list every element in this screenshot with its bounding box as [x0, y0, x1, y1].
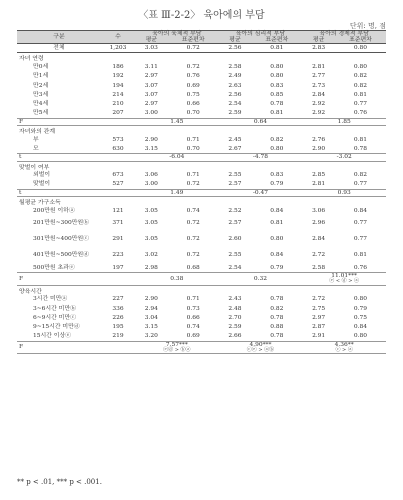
table-row: [17, 231, 386, 247]
cell: 0.84: [353, 324, 368, 331]
section-header-row: [17, 285, 386, 295]
cell: 2.63: [228, 82, 242, 89]
test-row: [17, 273, 386, 285]
cell: 2.91: [312, 333, 326, 340]
cell: 3.20: [144, 333, 158, 340]
cell: 2.73: [312, 82, 326, 89]
row-label: 만5세: [33, 110, 49, 117]
row-label: 401만원~500만원ⓓ: [33, 252, 90, 259]
test-statistic: 0.38: [170, 275, 184, 282]
cell: 0.82: [353, 82, 368, 89]
posthoc-text: ⓔ < ⓓ > ⓐ: [329, 278, 360, 285]
header-mean: 평균: [219, 37, 252, 44]
section-title: 자녀 연령: [19, 56, 44, 63]
header-physical: 육아의 육체적 부담: [135, 31, 219, 38]
posthoc-text: ⓔⓓ > ⓑⓐ: [163, 347, 191, 354]
test-row: [17, 118, 386, 125]
cell: 0.75: [186, 92, 200, 98]
cell: 0.82: [353, 73, 368, 80]
cell: 2.59: [228, 110, 242, 117]
row-n: 197: [112, 264, 124, 271]
row-label: 만3세: [33, 92, 49, 98]
cell: 2.58: [312, 264, 326, 271]
cell: 0.78: [270, 333, 284, 340]
row-label: 9~15시간 미만ⓓ: [33, 324, 80, 331]
cell: 0.72: [186, 220, 200, 227]
cell: 2.43: [228, 296, 242, 303]
cell: 0.72: [186, 181, 200, 188]
cell: 3.05: [144, 207, 158, 214]
test-value: [219, 189, 303, 196]
cell: 2.66: [228, 333, 242, 340]
cell: 2.58: [228, 64, 242, 71]
cell: 0.76: [186, 73, 200, 80]
posthoc-text: ⓒⓔ > ⓐⓑ: [246, 347, 275, 354]
row-label: 부: [33, 136, 39, 143]
cell: 2.90: [312, 145, 326, 152]
cell: 0.73: [186, 305, 200, 312]
row-n: 673: [112, 172, 124, 179]
cell: 2.59: [228, 324, 242, 331]
row-label: 외벌이: [33, 172, 51, 179]
row-n: 194: [112, 82, 124, 89]
test-value: [135, 189, 219, 196]
test-row: [17, 189, 386, 196]
cell: 0.84: [270, 207, 284, 214]
test-statistic: -0.47: [252, 189, 269, 196]
section-title: 자녀와의 관계: [19, 129, 56, 136]
row-n: 227: [112, 296, 124, 303]
cell: 3.07: [144, 82, 158, 89]
test-row: [17, 341, 386, 353]
test-row: [17, 154, 386, 161]
cell: 0.82: [270, 136, 284, 143]
cell: 2.67: [228, 145, 242, 152]
row-n: 573: [112, 136, 124, 143]
cell: 2.81: [312, 181, 326, 188]
cell: 0.77: [353, 181, 368, 188]
cell: 0.78: [353, 145, 368, 152]
header-n: 수: [101, 31, 135, 44]
cell: 0.85: [270, 92, 284, 98]
cell: 0.81: [270, 45, 284, 52]
test-value: [135, 118, 219, 125]
cell: 2.84: [312, 92, 326, 98]
row-n: 223: [112, 252, 124, 259]
cell: 3.15: [144, 324, 158, 331]
cell: 0.81: [270, 220, 284, 227]
section-header-row: [17, 196, 386, 206]
cell: 2.76: [312, 136, 326, 143]
cell: 2.54: [228, 101, 242, 108]
cell: 3.06: [144, 172, 158, 179]
cell: 0.66: [186, 315, 200, 322]
header-economic: 육아의 경제적 부담: [302, 31, 386, 38]
test-statistic: 11.01***: [331, 273, 357, 280]
row-n: 219: [112, 333, 124, 340]
cell: 0.81: [353, 136, 368, 143]
test-statistic: 4.36**: [334, 341, 354, 348]
section-header-row: [17, 126, 386, 136]
cell: 3.05: [144, 236, 158, 243]
test-label: t: [19, 154, 22, 161]
table-row: [17, 109, 386, 118]
test-value: [219, 341, 303, 353]
cell: 2.52: [228, 207, 242, 214]
section-header-row: [17, 161, 386, 171]
cell: 3.05: [144, 220, 158, 227]
cell: 2.70: [228, 315, 242, 322]
test-statistic: -4.78: [252, 154, 269, 161]
test-value: [302, 189, 386, 196]
cell: 0.69: [186, 333, 200, 340]
cell: 0.81: [353, 252, 368, 259]
table-row: [17, 247, 386, 263]
header-mean: 평균: [302, 37, 335, 44]
row-label: 만2세: [33, 82, 49, 89]
cell: 3.00: [144, 181, 158, 188]
cell: 2.81: [312, 64, 326, 71]
cell: 0.80: [353, 64, 368, 71]
row-label: 만4세: [33, 101, 49, 108]
table-row: [17, 72, 386, 81]
cell: 2.55: [228, 172, 242, 179]
cell: 0.80: [353, 45, 368, 52]
cell: 0.66: [186, 101, 200, 108]
cell: 0.81: [353, 92, 368, 98]
cell: 3.00: [144, 110, 158, 117]
test-label: F: [19, 118, 24, 125]
cell: 0.77: [353, 236, 368, 243]
cell: 3.02: [144, 252, 158, 259]
header-mean: 평균: [135, 37, 168, 44]
cell: 0.77: [353, 220, 368, 227]
cell: 2.57: [228, 181, 242, 188]
table-row: [17, 332, 386, 341]
test-value: [219, 273, 303, 285]
table-row: [17, 215, 386, 231]
row-label: 3시간 미만ⓐ: [33, 296, 68, 303]
cell: 0.79: [353, 305, 368, 312]
cell: 2.85: [312, 172, 326, 179]
cell: 0.74: [186, 207, 200, 214]
table-body: [17, 53, 386, 354]
cell: 2.77: [312, 73, 326, 80]
cell: 0.68: [186, 264, 200, 271]
cell: 2.90: [144, 296, 158, 303]
cell: 2.56: [228, 45, 242, 52]
cell: 3.03: [144, 45, 158, 52]
cell: 0.80: [270, 64, 284, 71]
row-label: 3~6시간 미만ⓑ: [33, 305, 76, 312]
cell: 2.57: [228, 220, 242, 227]
cell: 0.71: [186, 296, 200, 303]
header-sd: 표준편차: [251, 37, 302, 44]
cell: 0.70: [186, 145, 200, 152]
cell: 0.79: [270, 181, 284, 188]
cell: [101, 189, 135, 196]
test-value: [302, 118, 386, 125]
row-label: 맞벌이: [33, 181, 51, 188]
burden-table: [17, 30, 386, 354]
cell: 0.70: [186, 110, 200, 117]
cell: 2.98: [144, 264, 158, 271]
table-row: [17, 81, 386, 90]
row-n: 121: [112, 207, 124, 214]
cell: 0.82: [270, 305, 284, 312]
unit-label: 단위: 명, 점: [349, 22, 386, 30]
cell: 0.84: [270, 252, 284, 259]
row-n: 210: [112, 101, 124, 108]
cell: 2.90: [144, 136, 158, 143]
cell: 0.72: [186, 45, 200, 52]
test-value: [302, 273, 386, 285]
table-row: [17, 135, 386, 144]
table-row: [17, 63, 386, 72]
cell: 3.11: [144, 64, 158, 71]
cell: 0.72: [186, 252, 200, 259]
row-n: 195: [112, 324, 124, 331]
header-psychological: 육아의 심리적 부담: [219, 31, 303, 38]
test-statistic: 0.32: [253, 275, 268, 282]
row-n: 192: [112, 73, 124, 80]
section-header-row: [17, 53, 386, 63]
test-label: F: [19, 275, 24, 282]
test-statistic: -6.04: [169, 154, 185, 161]
cell: 0.79: [270, 264, 284, 271]
header-sd: 표준편차: [168, 37, 219, 44]
test-statistic: 4.90***: [249, 341, 272, 348]
table-row: [17, 100, 386, 109]
cell: 2.83: [312, 45, 326, 52]
table-row: [17, 313, 386, 322]
test-statistic: 1.85: [337, 118, 351, 125]
cell: 0.71: [186, 172, 200, 179]
row-label: 301만원~400만원ⓒ: [33, 236, 90, 243]
cell: 0.80: [270, 145, 284, 152]
section-title: 양육시간: [19, 288, 42, 295]
cell: [101, 118, 135, 125]
row-label: 200만원 이하ⓐ: [33, 207, 75, 214]
cell: 0.76: [353, 110, 368, 117]
cell: 3.07: [144, 92, 158, 98]
cell: 0.71: [186, 136, 200, 143]
table-row: [17, 323, 386, 332]
table-row: [17, 206, 386, 215]
section-title: 맞벌이 여부: [19, 164, 50, 171]
row-n: 1,203: [109, 45, 127, 52]
row-label: 만1세: [33, 73, 49, 80]
row-n: 207: [112, 110, 124, 117]
table-row: [17, 90, 386, 99]
cell: [101, 273, 135, 285]
cell: 0.78: [270, 315, 284, 322]
table-row: [17, 304, 386, 313]
row-n: 630: [112, 145, 124, 152]
row-n: 527: [112, 181, 124, 188]
test-value: [302, 341, 386, 353]
cell: [101, 341, 135, 353]
cell: 0.83: [270, 82, 284, 89]
cell: 2.49: [228, 73, 242, 80]
cell: 0.77: [353, 101, 368, 108]
test-statistic: 0.93: [337, 189, 351, 196]
cell: 2.72: [312, 296, 326, 303]
test-statistic: 0.64: [253, 118, 268, 125]
test-statistic: 7.57***: [165, 341, 188, 348]
cell: 0.80: [270, 73, 284, 80]
cell: 0.80: [353, 296, 368, 303]
cell: 2.72: [312, 252, 326, 259]
cell: 0.88: [270, 324, 284, 331]
cell: 2.96: [312, 220, 326, 227]
cell: 2.84: [312, 236, 326, 243]
cell: 3.06: [312, 207, 326, 214]
header-group: 구분: [17, 31, 101, 44]
row-n: 214: [112, 92, 124, 98]
test-value: [135, 341, 219, 353]
posthoc-text: ⓒ > ⓐ: [335, 347, 353, 354]
test-statistic: 1.49: [170, 189, 184, 196]
test-label: F: [19, 344, 24, 351]
row-label: 15시간 이상ⓔ: [33, 333, 72, 340]
test-value: [135, 154, 219, 161]
cell: 2.97: [144, 73, 158, 80]
table-row: [17, 295, 386, 304]
cell: 2.56: [228, 92, 242, 98]
cell: 0.78: [270, 296, 284, 303]
cell: 0.72: [186, 236, 200, 243]
row-label: 만0세: [33, 64, 49, 71]
test-value: [219, 154, 303, 161]
table-row: [17, 263, 386, 272]
row-n: 186: [112, 64, 124, 71]
footnote: ** p < .01, *** p < .001.: [17, 478, 102, 486]
cell: 0.72: [186, 64, 200, 71]
row-n: 226: [112, 315, 124, 322]
cell: 0.74: [186, 324, 200, 331]
row-n: 336: [112, 305, 124, 312]
row-label: 500만원 초과ⓔ: [33, 264, 75, 271]
row-label: 6~9시간 미만ⓒ: [33, 315, 76, 322]
cell: 3.04: [144, 315, 158, 322]
row-label: 모: [33, 145, 39, 152]
cell: 2.97: [144, 101, 158, 108]
cell: 0.80: [353, 333, 368, 340]
cell: 2.97: [312, 315, 326, 322]
row-n: 291: [112, 236, 124, 243]
test-value: [219, 118, 303, 125]
cell: 0.69: [186, 82, 200, 89]
cell: 2.75: [312, 305, 326, 312]
test-statistic: -3.02: [336, 154, 352, 161]
cell: 2.54: [228, 264, 242, 271]
cell: 2.60: [228, 236, 242, 243]
table-row: [17, 180, 386, 189]
cell: 0.83: [270, 172, 284, 179]
table-row: [17, 145, 386, 154]
cell: 0.76: [353, 264, 368, 271]
test-value: [135, 273, 219, 285]
header-sd: 표준편차: [335, 37, 386, 44]
cell: 3.15: [144, 145, 158, 152]
cell: 2.92: [312, 101, 326, 108]
cell: 2.94: [144, 305, 158, 312]
table-row: [17, 171, 386, 180]
cell: 0.84: [353, 207, 368, 214]
test-value: [302, 154, 386, 161]
cell: 2.45: [228, 136, 242, 143]
row-label: 전체: [53, 45, 65, 52]
cell: 2.87: [312, 324, 326, 331]
cell: 2.48: [228, 305, 242, 312]
cell: 0.82: [353, 172, 368, 179]
row-n: 371: [112, 220, 124, 227]
cell: 0.78: [270, 101, 284, 108]
test-statistic: 1.45: [170, 118, 184, 125]
test-label: t: [19, 189, 22, 196]
cell: 0.81: [270, 110, 284, 117]
row-label: 201만원~300만원ⓑ: [33, 220, 90, 227]
section-title: 월평균 가구소득: [19, 199, 61, 206]
cell: [101, 154, 135, 161]
cell: 2.92: [312, 110, 326, 117]
cell: 0.75: [353, 315, 368, 322]
table-title: 〈표 Ⅲ-2-2〉 육아에의 부담: [138, 10, 265, 21]
total-row: [17, 44, 386, 53]
cell: 2.55: [228, 252, 242, 259]
cell: 0.80: [270, 236, 284, 243]
